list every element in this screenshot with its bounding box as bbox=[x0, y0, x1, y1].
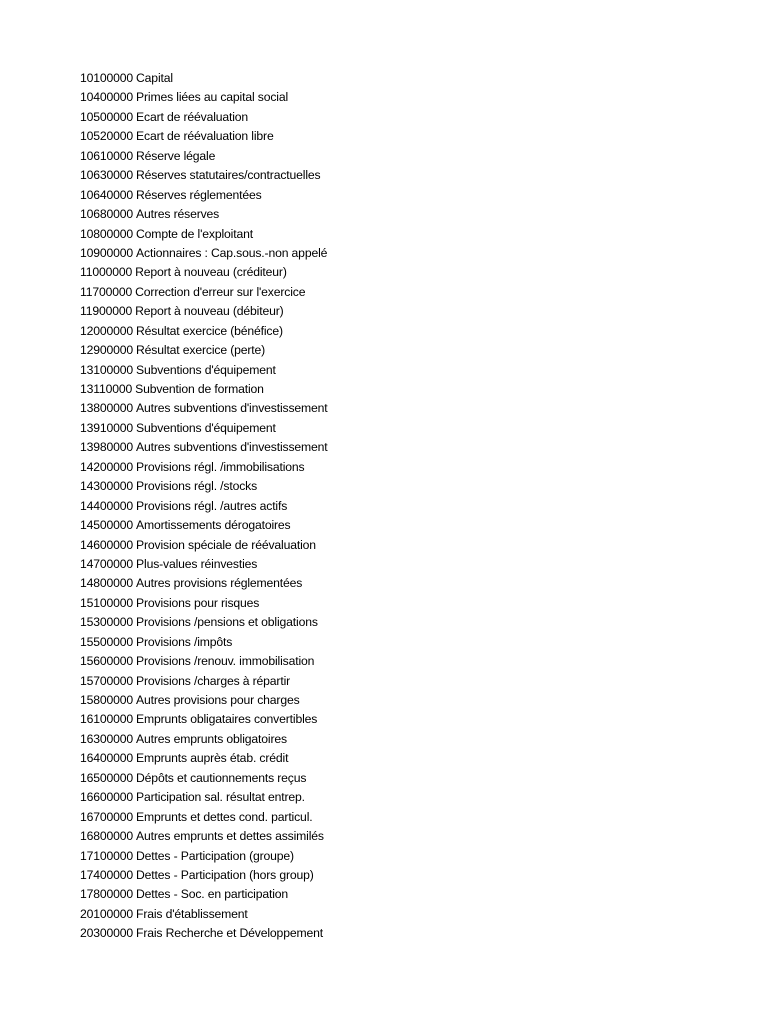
account-row bbox=[80, 749, 328, 768]
account-label: Provisions /pensions et obligations bbox=[136, 615, 318, 630]
account-code: 13100000 bbox=[80, 362, 134, 377]
account-label: Autres subventions d'investissement bbox=[136, 401, 328, 416]
account-row bbox=[80, 555, 328, 574]
account-row bbox=[80, 924, 328, 943]
account-code: 15700000 bbox=[80, 673, 134, 688]
account-code: 10100000 bbox=[80, 71, 134, 85]
account-row bbox=[80, 516, 328, 535]
account-label: Primes liées au capital social bbox=[136, 90, 289, 105]
account-label: Dettes - Participation (hors group) bbox=[136, 867, 314, 882]
account-row bbox=[80, 263, 328, 282]
account-code: 13110000 bbox=[80, 382, 133, 396]
account-label: Autres emprunts et dettes assimilés bbox=[136, 829, 324, 844]
account-code: 10630000 bbox=[80, 168, 134, 183]
account-row bbox=[80, 302, 328, 321]
account-label: Emprunts et dettes cond. particul. bbox=[136, 809, 313, 824]
account-code: 14200000 bbox=[80, 459, 134, 474]
account-label: Autres provisions réglementées bbox=[136, 576, 303, 591]
account-label: Actionnaires : Cap.sous.-non appelé bbox=[136, 245, 328, 260]
account-label: Réserves statutaires/contractuelles bbox=[136, 168, 321, 183]
account-code: 14300000 bbox=[80, 479, 134, 494]
account-label: Autres subventions d'investissement bbox=[136, 440, 328, 455]
account-code: 20300000 bbox=[80, 926, 134, 941]
account-code: 13910000 bbox=[80, 420, 134, 435]
account-code: 13980000 bbox=[80, 440, 134, 455]
account-row bbox=[80, 691, 328, 710]
account-label: Autres réserves bbox=[136, 207, 220, 222]
account-row bbox=[80, 283, 328, 302]
account-row bbox=[80, 458, 328, 477]
account-label: Provisions régl. /stocks bbox=[136, 479, 258, 494]
account-label: Autres provisions pour charges bbox=[136, 693, 300, 707]
account-code: 20100000 bbox=[80, 906, 134, 921]
account-row bbox=[80, 147, 328, 166]
account-row bbox=[80, 166, 328, 185]
account-code: 10680000 bbox=[80, 207, 134, 222]
account-row bbox=[80, 574, 328, 593]
account-code: 15300000 bbox=[80, 615, 134, 630]
account-code: 10610000 bbox=[80, 148, 134, 163]
account-row bbox=[80, 244, 328, 263]
account-code: 10900000 bbox=[80, 245, 134, 260]
account-label: Provisions /renouv. immobilisation bbox=[136, 654, 315, 669]
account-code: 12900000 bbox=[80, 343, 134, 358]
account-label: Report à nouveau (créditeur) bbox=[135, 265, 287, 280]
account-row bbox=[80, 380, 328, 399]
account-label: Plus-values réinvesties bbox=[136, 556, 258, 571]
account-label: Subvention de formation bbox=[135, 382, 264, 396]
account-code: 11000000 bbox=[80, 265, 133, 280]
account-code: 14600000 bbox=[80, 537, 134, 552]
account-label: Capital bbox=[136, 71, 173, 85]
account-label: Résultat exercice (bénéfice) bbox=[136, 323, 283, 338]
account-row bbox=[80, 399, 328, 418]
account-code: 14800000 bbox=[80, 576, 134, 591]
account-label: Résultat exercice (perte) bbox=[136, 343, 266, 358]
account-code: 13800000 bbox=[80, 401, 134, 416]
account-code: 10800000 bbox=[80, 226, 134, 241]
account-row bbox=[80, 419, 328, 438]
account-row bbox=[80, 710, 328, 729]
account-label: Ecart de réévaluation bbox=[136, 109, 249, 124]
account-code: 16500000 bbox=[80, 770, 134, 785]
account-label: Emprunts obligataires convertibles bbox=[136, 712, 318, 727]
account-code: 10400000 bbox=[80, 90, 134, 105]
account-label: Provisions pour risques bbox=[136, 595, 260, 610]
account-code: 16800000 bbox=[80, 829, 134, 844]
account-code: 16600000 bbox=[80, 790, 134, 805]
account-code: 12000000 bbox=[80, 323, 134, 338]
account-code: 17400000 bbox=[80, 867, 134, 882]
account-code: 15500000 bbox=[80, 634, 134, 649]
account-label: Réserve légale bbox=[136, 148, 216, 163]
account-label: Provisions régl. /autres actifs bbox=[136, 498, 288, 513]
account-row bbox=[80, 788, 328, 807]
account-label: Provisions /charges à répartir bbox=[136, 673, 291, 688]
account-row bbox=[80, 108, 328, 127]
account-row bbox=[80, 88, 328, 107]
account-row bbox=[80, 730, 328, 749]
account-code: 14500000 bbox=[80, 518, 134, 533]
account-code: 14700000 bbox=[80, 556, 134, 571]
account-row bbox=[80, 769, 328, 788]
account-row bbox=[80, 536, 328, 555]
account-label: Amortissements dérogatoires bbox=[136, 518, 291, 533]
account-code: 16100000 bbox=[80, 712, 134, 727]
account-row bbox=[80, 438, 328, 457]
account-label: Provisions régl. /immobilisations bbox=[136, 459, 305, 474]
account-label: Compte de l'exploitant bbox=[136, 226, 253, 241]
account-label: Dettes - Soc. en participation bbox=[136, 887, 289, 902]
account-row bbox=[80, 847, 328, 866]
account-code: 15600000 bbox=[80, 654, 134, 669]
account-row bbox=[80, 477, 328, 496]
account-row bbox=[80, 885, 328, 904]
account-label: Frais d'établissement bbox=[136, 906, 248, 921]
account-row bbox=[80, 205, 328, 224]
account-row bbox=[80, 905, 328, 924]
account-label: Ecart de réévaluation libre bbox=[136, 129, 274, 144]
account-code: 17800000 bbox=[80, 887, 134, 902]
account-label: Réserves réglementées bbox=[136, 187, 262, 202]
account-row bbox=[80, 361, 328, 380]
account-code: 15800000 bbox=[80, 693, 134, 707]
account-row bbox=[80, 69, 328, 88]
account-row bbox=[80, 613, 328, 632]
account-row bbox=[80, 322, 328, 341]
account-label: Report à nouveau (débiteur) bbox=[135, 304, 284, 319]
account-label: Provision spéciale de réévaluation bbox=[136, 537, 316, 552]
account-row bbox=[80, 808, 328, 827]
account-label: Subventions d'équipement bbox=[136, 420, 276, 435]
account-code: 10520000 bbox=[80, 129, 134, 144]
account-code: 10640000 bbox=[80, 187, 134, 202]
account-code: 14400000 bbox=[80, 498, 134, 513]
account-row bbox=[80, 225, 328, 244]
account-row bbox=[80, 127, 328, 146]
account-code: 11900000 bbox=[80, 304, 133, 319]
account-label: Provisions /impôts bbox=[136, 634, 233, 649]
account-code: 15100000 bbox=[80, 595, 134, 610]
account-code: 17100000 bbox=[80, 848, 134, 863]
account-row bbox=[80, 186, 328, 205]
account-code: 16700000 bbox=[80, 809, 134, 824]
account-row bbox=[80, 633, 328, 652]
account-label: Autres emprunts obligatoires bbox=[136, 731, 287, 746]
account-label: Participation sal. résultat entrep. bbox=[136, 790, 305, 805]
account-label: Dettes - Participation (groupe) bbox=[136, 848, 294, 863]
account-list bbox=[80, 69, 328, 944]
account-label: Correction d'erreur sur l'exercice bbox=[135, 284, 306, 299]
account-label: Frais Recherche et Développement bbox=[136, 926, 323, 941]
account-row bbox=[80, 341, 328, 360]
account-label: Subventions d'équipement bbox=[136, 362, 276, 377]
account-code: 10500000 bbox=[80, 109, 134, 124]
account-label: Emprunts auprès étab. crédit bbox=[136, 751, 289, 766]
account-code: 16400000 bbox=[80, 751, 134, 766]
account-label: Dépôts et cautionnements reçus bbox=[136, 770, 307, 785]
account-row bbox=[80, 827, 328, 846]
account-row bbox=[80, 672, 328, 691]
account-row bbox=[80, 497, 328, 516]
account-row bbox=[80, 652, 328, 671]
account-code: 16300000 bbox=[80, 731, 134, 746]
account-code: 11700000 bbox=[80, 284, 133, 299]
account-row bbox=[80, 866, 328, 885]
account-row bbox=[80, 594, 328, 613]
